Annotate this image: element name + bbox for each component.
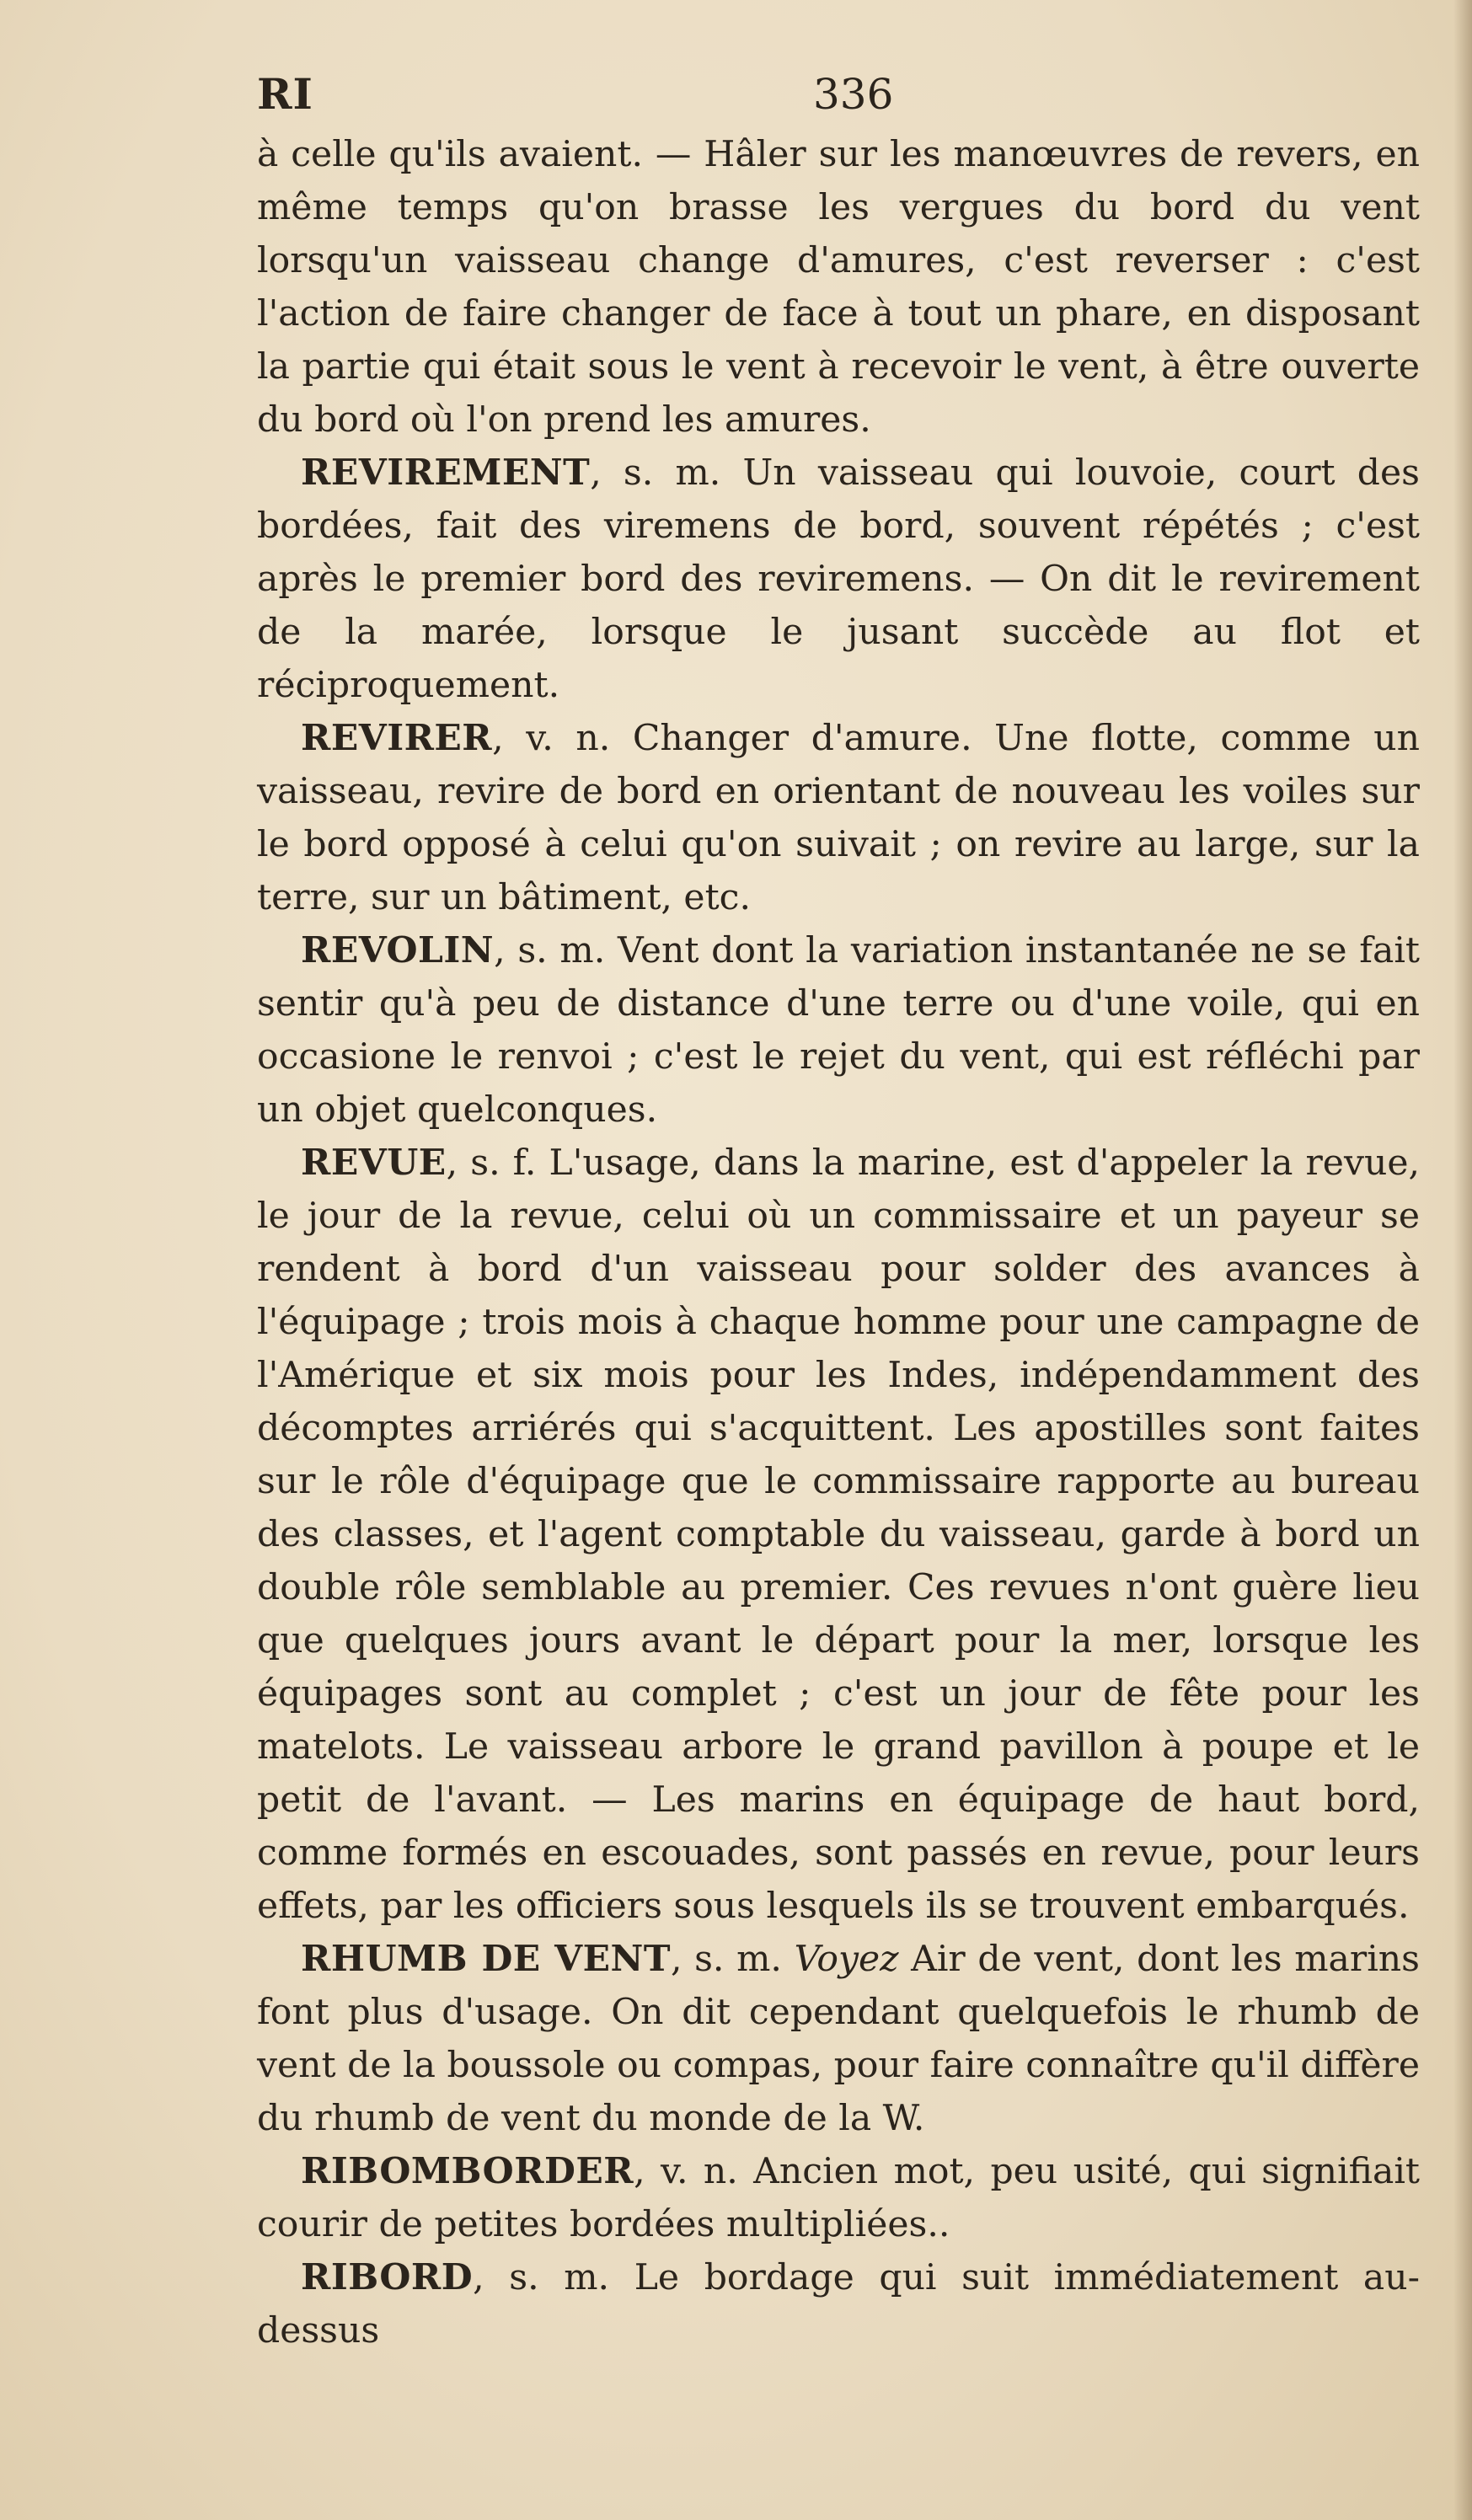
headword: REVOLIN [301,929,495,971]
page-number: 336 [813,70,894,119]
headword: RHUMB DE VENT [301,1938,671,1980]
entry-continuation [257,128,1420,447]
entry-revue [257,1137,1420,1933]
entry-text: Un vaisseau qui louvoie, court des bordées, fait des viremens de bord, souvent répétés ; c'est après le premier bord des reviremens. — On dit le revirement de la marée, lorsque le jusant succède au flot et réciproquement. [257,452,1420,706]
entry-text: à celle qu'ils avaient. — Hâler sur les manœuvres de revers, en même temps qu'on brasse les vergues du bord du vent lorsqu'un vaisseau change d'amures, c'est reverser : c'est l'action de faire changer de face à tout un phare, en disposant la partie qui était sous le vent à recevoir le vent, à être ouverte du bord où l'on prend les amures. [257,134,1420,441]
headword: REVUE [301,1142,447,1184]
entry-text: Ancien mot, peu usité, qui signifiait courir de petites bordées multipliées.. [257,2151,1420,2245]
entry-text: Air de vent, dont les marins font plus d'usage. On dit cependant quelquefois le rhumb de vent de la boussole ou compas, pour faire connaître qu'il diffère du rhumb de vent du monde de la W. [257,1939,1420,2139]
grammar-label: , s. m. [590,452,721,494]
entry-revolin [257,924,1420,1137]
grammar-label: , s. m. [670,1939,795,1980]
headword: REVIREMENT [301,452,591,494]
headword: RIBOMBORDER [301,2150,634,2192]
grammar-label: , v. n. [634,2151,738,2192]
headword: REVIRER [301,717,493,759]
entry-text: Changer d'amure. Une flotte, comme un vaisseau, revire de bord en orientant de nouveau les voiles sur le bord opposé à celui qu'on suivait ; on revire au large, sur la terre, sur un bâtiment, etc. [257,718,1420,918]
headword: RIBORD [301,2256,474,2298]
page-edge-shadow [1453,0,1472,2520]
entry-ribord [257,2251,1420,2357]
entry-rhumb-de-vent [257,1933,1420,2145]
page-body [257,128,1420,2357]
entry-text: L'usage, dans la marine, est d'appeler la revue, le jour de la revue, celui où un commissaire et un payeur se rendent à bord d'un vaisseau pour solder des avances à l'équipage ; trois mois à chaque homme pour une campagne de l'Amérique et six mois pour les Indes, indépendamment des décomptes arriérés qui s'acquittent. Les apostilles sont faites sur le rôle d'équipage que le commissaire rapporte au bureau des classes, et l'agent comptable du vaisseau, garde à bord un double rôle semblable au premier. Ces revues n'ont guère lieu que quelques jours avant le départ pour la mer, lorsque les équipages sont au complet ; c'est un jour de fête pour les matelots. Le vaisseau arbore le grand pavillon à poupe et le petit de l'avant. — Les marins en équipage de haut bord, comme formés en escouades, sont passés en revue, pour leurs effets, par les officiers sous lesquels ils se trouvent embarqués. [257,1142,1421,1927]
grammar-label: , s. f. [446,1142,537,1184]
entry-text: Le bordage qui suit immédiatement au-dessus [257,2257,1420,2351]
grammar-label: , s. m. [494,930,606,971]
grammar-label: , s. m. [473,2257,610,2298]
running-head: RI [257,69,313,119]
cross-reference: Voyez [794,1939,899,1980]
entry-ribomborder [257,2145,1420,2251]
page-header [257,61,1352,128]
grammar-label: , v. n. [492,718,611,759]
entry-revirer [257,712,1420,924]
entry-text: Vent dont la variation instantanée ne se fait sentir qu'à peu de distance d'une terre ou d'une voile, qui en occasione le renvoi ; c'est le rejet du vent, qui est réfléchi par un objet quelconques. [257,930,1420,1131]
entry-revirement [257,447,1420,712]
